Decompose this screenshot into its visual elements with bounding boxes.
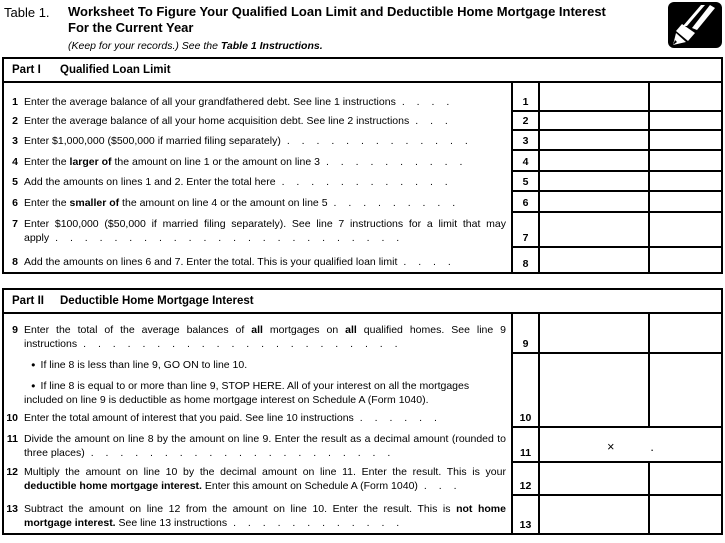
line-1-number-box: 1: [511, 83, 540, 112]
line-6-item: [10, 196, 506, 210]
line-text-bold: all: [345, 324, 357, 336]
part1-rows: [4, 83, 721, 272]
line-text-bold: deductible home mortgage interest.: [24, 480, 202, 492]
line-text-bold: larger of: [69, 156, 112, 168]
dot-leader: . . . . . .: [359, 412, 437, 424]
line-7-number-left: 7: [12, 218, 18, 230]
line-text: Enter the: [24, 197, 70, 209]
line-text-bold: not home mortgage interest.: [24, 503, 506, 529]
line-2-entry-field-secondary[interactable]: [648, 112, 721, 131]
line-text: Enter the total of the average balances of: [24, 324, 252, 336]
line-8-number-box: 8: [511, 248, 540, 272]
line-text: Subtract the amount on line 12 from the amount on line 10. Enter the result. This is: [24, 503, 457, 515]
dot-leader: . . .: [423, 480, 457, 492]
dot-leader: . . .: [415, 115, 448, 127]
line-2-item: [10, 114, 506, 128]
bullet-icon: ●: [31, 381, 36, 390]
dot-leader: . . . . . . . . .: [333, 197, 456, 209]
multiplication-sign: ×: [607, 440, 615, 454]
line-12-description: [4, 463, 511, 496]
dot-leader: . . . . . . . . . . . . .: [286, 135, 468, 147]
part2-label: Part II: [12, 295, 44, 307]
dot-leader: . . . . . . . . . . . . . . . . . . . . . . . .: [55, 232, 400, 244]
line-13-item: [6, 502, 506, 530]
line-text: If line 8 is equal to or more than line 9, STOP HERE. All of your interest on all the mortgages included on line 9 is deductible as home mortgage interest on Schedule A (Form 1040).: [24, 380, 470, 406]
line-13-entry-field-secondary[interactable]: [648, 496, 721, 533]
line-2-number-left: 2: [12, 115, 18, 127]
line-text: the amount on line 4 or the amount on line 5: [119, 197, 328, 209]
document-header: [0, 0, 725, 57]
worksheet-line-12: [4, 463, 721, 496]
line-1-item: [10, 95, 506, 109]
line-2-entry-field[interactable]: [540, 112, 648, 131]
line-7-entry-field[interactable]: [540, 213, 648, 248]
line-11-entry-field[interactable]: [540, 428, 721, 463]
line-2-description: [4, 112, 511, 131]
document-subtitle: [68, 40, 323, 52]
line-10-number-box: 10: [511, 354, 540, 428]
line-13-number-left: 13: [6, 503, 18, 515]
line-4-entry-field-secondary[interactable]: [648, 151, 721, 172]
dot-leader: . . . . . . . . . . . . . . . . . . . . . .: [83, 338, 398, 350]
line-7-number-box: 7: [511, 213, 540, 248]
line-5-entry-field[interactable]: [540, 172, 648, 192]
dot-leader: . . . . . . . . . . . . . . . . . . . . .: [90, 447, 391, 459]
dot-leader: . . . .: [403, 256, 451, 268]
line-10-number-left: 10: [6, 412, 18, 424]
worksheet-line-5: [4, 172, 721, 192]
part2-rows: [4, 314, 721, 533]
line-9-number-left: 9: [12, 324, 18, 336]
worksheet-line-1: [4, 83, 721, 112]
line-text: Enter $1,000,000 ($500,000 if married filing separately): [24, 135, 281, 147]
line-6-description: [4, 192, 511, 213]
line-text: Divide the amount on line 8 by the amount on line 9. Enter the result as a decimal amount (rounded to three places): [24, 433, 506, 459]
line-10-description: [4, 354, 511, 428]
line-11-number-left: 11: [6, 433, 18, 445]
line-5-item: [10, 175, 506, 189]
worksheet-line-10: [4, 354, 721, 428]
line-1-number-left: 1: [12, 96, 18, 108]
line-6-entry-field-secondary[interactable]: [648, 192, 721, 213]
worksheet-line-4: [4, 151, 721, 172]
line-text: Enter this amount on Schedule A (Form 1040): [201, 480, 418, 492]
line-4-description: [4, 151, 511, 172]
line-text: Enter $100,000 ($50,000 if married filing separately). See line 7 instructions for a limit that may apply: [24, 218, 506, 244]
line-text: Enter the average balance of all your home acquisition debt. See line 2 instructions: [24, 115, 410, 127]
part2-title: Deductible Home Mortgage Interest: [60, 295, 254, 307]
part2-header: [4, 290, 721, 314]
part1-section: [2, 57, 723, 274]
worksheet-line-2: [4, 112, 721, 131]
line-10-bullet-2: [10, 379, 506, 407]
line-7-entry-field-secondary[interactable]: [648, 213, 721, 248]
line-text: mortgages on: [262, 324, 346, 336]
line-5-entry-field-secondary[interactable]: [648, 172, 721, 192]
worksheet-line-9: [4, 314, 721, 354]
decimal-point: .: [650, 440, 654, 454]
line-8-number-left: 8: [12, 256, 18, 268]
line-5-description: [4, 172, 511, 192]
line-1-entry-field[interactable]: [540, 83, 648, 112]
line-9-entry-field-secondary[interactable]: [648, 314, 721, 354]
line-text: If line 8 is less than line 9, GO ON to line 10.: [40, 359, 248, 371]
line-text: Enter the total amount of interest that you paid. See line 10 instructions: [24, 412, 354, 424]
line-8-description: [4, 248, 511, 272]
line-10-bullet-1: [10, 358, 506, 372]
line-6-number-left: 6: [12, 197, 18, 209]
worksheet-line-13: [4, 496, 721, 533]
line-3-description: [4, 131, 511, 151]
line-text-bold: all: [251, 324, 263, 336]
line-2-number-box: 2: [511, 112, 540, 131]
line-3-item: [10, 134, 506, 148]
line-text: the amount on line 1 or the amount on line 3: [111, 156, 320, 168]
line-8-item: [10, 255, 506, 269]
line-1-entry-field-secondary[interactable]: [648, 83, 721, 112]
worksheet-line-11: [4, 428, 721, 463]
line-11-number-box: 11: [511, 428, 540, 463]
line-3-number-left: 3: [12, 135, 18, 147]
line-8-entry-field[interactable]: [540, 248, 648, 272]
document-title: Worksheet To Figure Your Qualified Loan Limit and Deductible Home Mortgage Interest For the Current Year: [68, 4, 606, 35]
worksheet-line-6: [4, 192, 721, 213]
part1-label: Part I: [12, 64, 41, 76]
line-text: Enter the: [24, 156, 70, 168]
pencil-icon: [668, 2, 722, 48]
line-4-number-left: 4: [12, 156, 18, 168]
line-text-bold: smaller of: [69, 197, 120, 209]
line-10-item: [6, 411, 506, 425]
part1-header: [4, 59, 721, 83]
worksheet-line-7: [4, 213, 721, 248]
line-text: Add the amounts on lines 6 and 7. Enter the total. This is your qualified loan limit: [24, 256, 398, 268]
line-4-item: [10, 155, 506, 169]
line-8-entry-field-secondary[interactable]: [648, 248, 721, 272]
dot-leader: . . . . . . . . . . . .: [281, 176, 448, 188]
line-13-number-box: 13: [511, 496, 540, 533]
line-1-description: [4, 83, 511, 112]
line-5-number-box: 5: [511, 172, 540, 192]
subtitle-instructions-reference: Table 1 Instructions.: [220, 40, 323, 52]
line-13-description: [4, 496, 511, 533]
dot-leader: . . . . . . . . . .: [325, 156, 463, 168]
line-10-entry-field-secondary[interactable]: [648, 354, 721, 428]
bullet-icon: ●: [31, 360, 36, 369]
part1-title: Qualified Loan Limit: [60, 64, 171, 76]
line-text: qualified homes. See line 9 instructions: [24, 324, 507, 350]
line-13-entry-field[interactable]: [540, 496, 648, 533]
line-11-description: [4, 428, 511, 463]
line-5-number-left: 5: [12, 176, 18, 188]
line-9-number-box: 9: [511, 314, 540, 354]
line-11-item: [6, 432, 506, 460]
line-text: Enter the average balance of all your grandfathered debt. See line 1 instructions: [24, 96, 396, 108]
dot-leader: . . . .: [401, 96, 450, 108]
worksheet-line-3: [4, 131, 721, 151]
part2-section: [2, 288, 723, 535]
line-7-description: [4, 213, 511, 248]
line-4-number-box: 4: [511, 151, 540, 172]
subtitle-note: (Keep for your records.) See the: [68, 40, 221, 52]
line-text: Multiply the amount on line 10 by the decimal amount on line 11. Enter the result. This is your: [24, 466, 506, 478]
line-4-entry-field[interactable]: [540, 151, 648, 172]
line-6-entry-field[interactable]: [540, 192, 648, 213]
line-12-entry-field[interactable]: [540, 463, 648, 496]
line-text: Add the amounts on lines 1 and 2. Enter the total here: [24, 176, 276, 188]
line-12-number-box: 12: [511, 463, 540, 496]
line-3-number-box: 3: [511, 131, 540, 151]
line-3-entry-field-secondary[interactable]: [648, 131, 721, 151]
line-3-entry-field[interactable]: [540, 131, 648, 151]
dot-leader: . . . . . . . . . . . .: [233, 517, 400, 529]
line-7-item: [10, 217, 506, 245]
worksheet-line-8: [4, 248, 721, 272]
line-9-item: [10, 323, 506, 351]
line-12-entry-field-secondary[interactable]: [648, 463, 721, 496]
line-12-item: [6, 465, 506, 493]
line-10-entry-field[interactable]: [540, 354, 648, 428]
line-12-number-left: 12: [6, 466, 18, 478]
line-9-entry-field[interactable]: [540, 314, 648, 354]
line-9-description: [4, 314, 511, 354]
line-text: See line 13 instructions: [115, 517, 228, 529]
line-6-number-box: 6: [511, 192, 540, 213]
table-label: Table 1.: [4, 5, 50, 20]
